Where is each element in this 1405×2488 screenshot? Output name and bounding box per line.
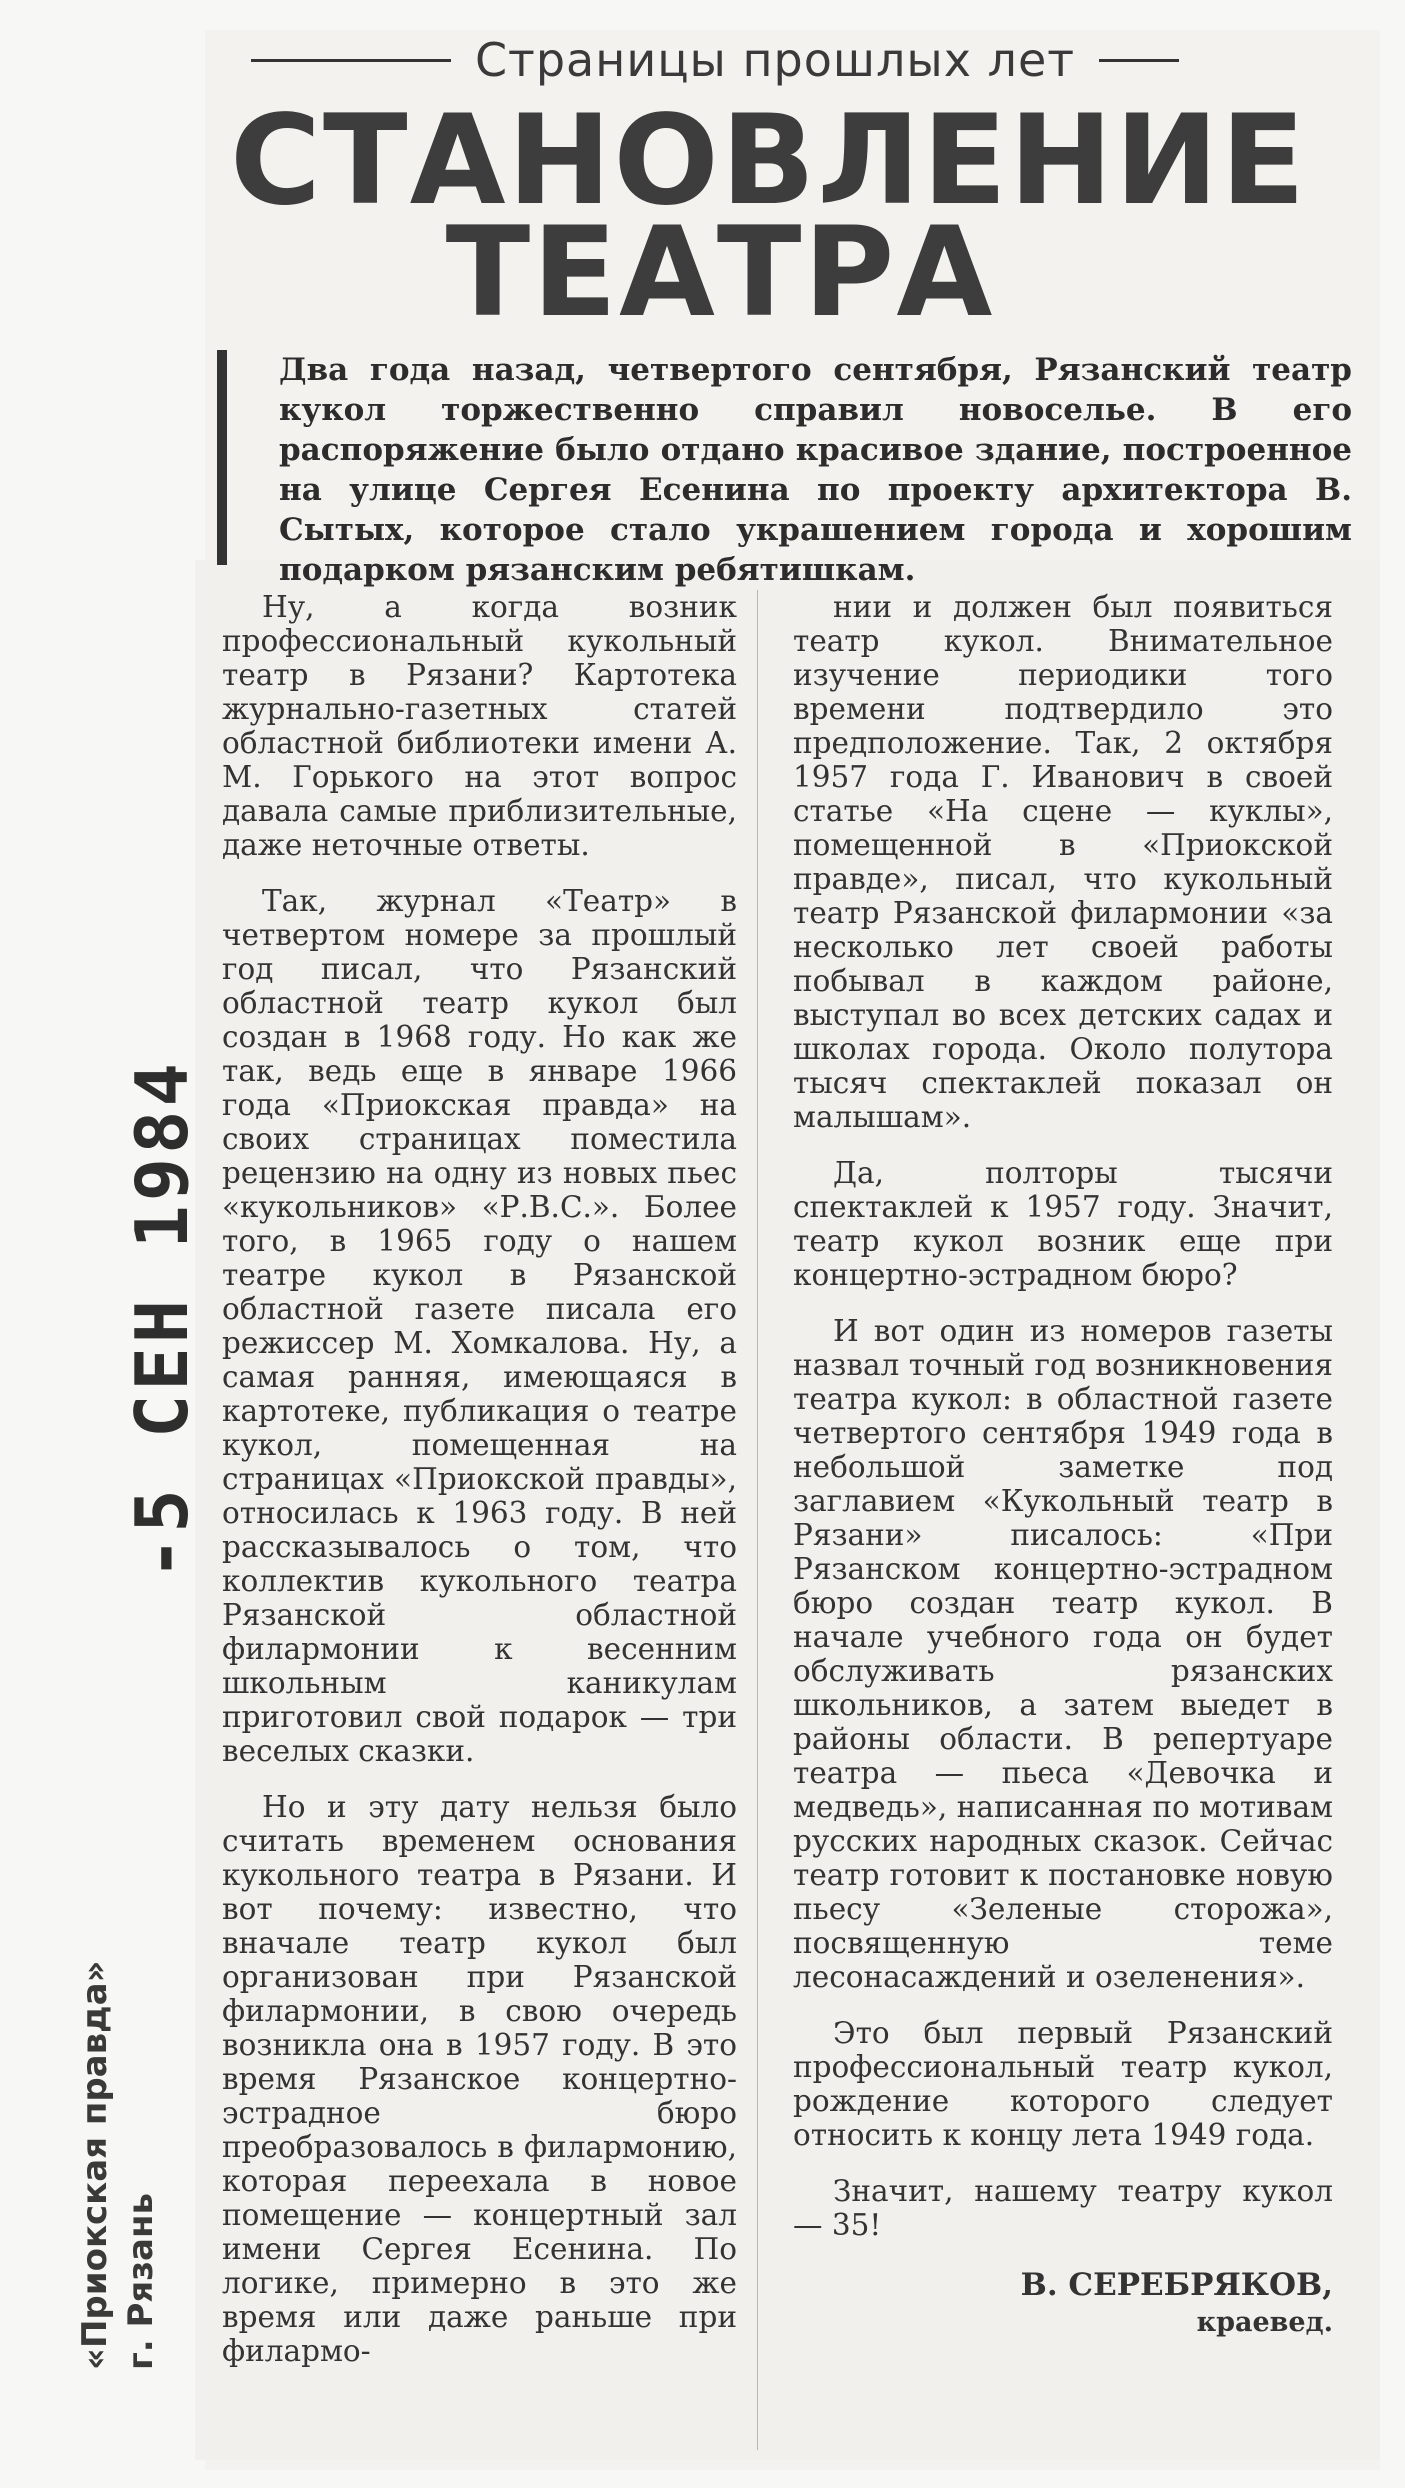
- column-divider: [757, 590, 758, 2450]
- headline-line-1: СТАНОВЛЕНИЕ: [230, 89, 1308, 233]
- paragraph: нии и должен был появиться театр кукол. Внимательное изучение периодики того времени подтвердило это предположение. Так, 2 октября 1957 года Г. Иванович в своей статье «На сцене — куклы», помещенной в «Приокской правде», писал, что кукольный театр Рязанской филармонии «за несколько лет своей работы побывал в каждом районе, выступал во всех детских садах и школах города. Около полутора тысяч спектаклей показал он малышам».: [793, 590, 1333, 1134]
- paragraph: Да, полторы тысячи спектаклей к 1957 году. Значит, театр кукол возник еще при концертно-эстрадном бюро?: [793, 1156, 1333, 1292]
- signature-author: В. СЕРЕБРЯКОВ,: [1020, 2267, 1333, 2303]
- source-stamp-line-1: «Приокская правда»: [75, 1960, 115, 2370]
- rubric-header: [215, 30, 1215, 90]
- article-column-1: [222, 590, 737, 2390]
- paragraph: Но и эту дату нельзя было считать временем основания кукольного театра в Рязани. И вот почему: известно, что вначале театр кукол был организован при Рязанской филармонии, в свою очередь возникла она в 1957 году. В это время Рязанское концертно-эстрадное бюро преобразовалось в филармонию, которая переехала в новое помещение — концертный зал имени Сергея Есенина. По логике, примерно в это же время или даже раньше при филармо-: [222, 1790, 737, 2368]
- source-stamp: [72, 1960, 164, 2370]
- paragraph: И вот один из номеров газеты назвал точный год возникновения театра кукол: в областной газете четвертого сентября 1949 года в небольшой заметке под заглавием «Кукольный театр в Рязани» писалось: «При Рязанском концертно-эстрадном бюро создан театр кукол. В начале учебного года он будет обслуживать рязанских школьников, а затем выедет в районы области. В репертуаре театра — пьеса «Девочка и медведь», написанная по мотивам русских народных сказок. Сейчас театр готовит к постановке новую пьесу «Зеленые сторожа», посвященную теме лесонасаждений и озеленения».: [793, 1314, 1333, 1994]
- paragraph: Так, журнал «Театр» в четвертом номере за прошлый год писал, что Рязанский областной театр кукол был создан в 1968 году. Но как же так, ведь еще в январе 1966 года «Приокская правда» на своих страницах поместила рецензию на одну из новых пьес «кукольников» «Р.В.С.». Более того, в 1965 году о нашем театре кукол в Рязанской областной газете писала его режиссер М. Хомкалова. Ну, а самая ранняя, имеющаяся в картотеке, публикация о театре кукол, помещенная на страницах «Приокской правды», относилась к 1963 году. В ней рассказывалось о том, что коллектив кукольного театра Рязанской областной филармонии к весенним школьным каникулам приготовил свой подарок — три веселых сказки.: [222, 884, 737, 1768]
- rubric-title: Страницы прошлых лет: [474, 33, 1076, 87]
- paragraph: Значит, нашему театру кукол — 35!: [793, 2174, 1333, 2242]
- headline-line-2: ТЕАТРА: [445, 201, 995, 345]
- paragraph: Это был первый Рязанский профессиональный театр кукол, рождение которого следует относить к концу лета 1949 года.: [793, 2016, 1333, 2152]
- rubric-rule-left: [251, 59, 451, 62]
- rubric-rule-right: [1099, 59, 1179, 62]
- signature-role: краевед.: [1196, 2307, 1333, 2338]
- source-stamp-line-2: г. Рязань: [121, 2193, 161, 2370]
- lead-paragraph: Два года назад, четвертого сентября, Рязанский театр кукол торжественно справил новоселье. В его распоряжение было отдано красивое здание, построенное на улице Сергея Есенина по проекту архитектора В. Сытых, которое стало украшением города и хорошим подарком рязанским ребятишкам.: [217, 350, 1352, 565]
- date-stamp: -5 СЕН 1984: [120, 1059, 204, 1580]
- paragraph: Ну, а когда возник профессиональный кукольный театр в Рязани? Картотека журнально-газетных статей областной библиотеки имени А. М. Горького на этот вопрос давала самые приблизительные, даже неточные ответы.: [222, 590, 737, 862]
- article-headline: [230, 89, 1308, 345]
- article-column-2: [793, 590, 1333, 2340]
